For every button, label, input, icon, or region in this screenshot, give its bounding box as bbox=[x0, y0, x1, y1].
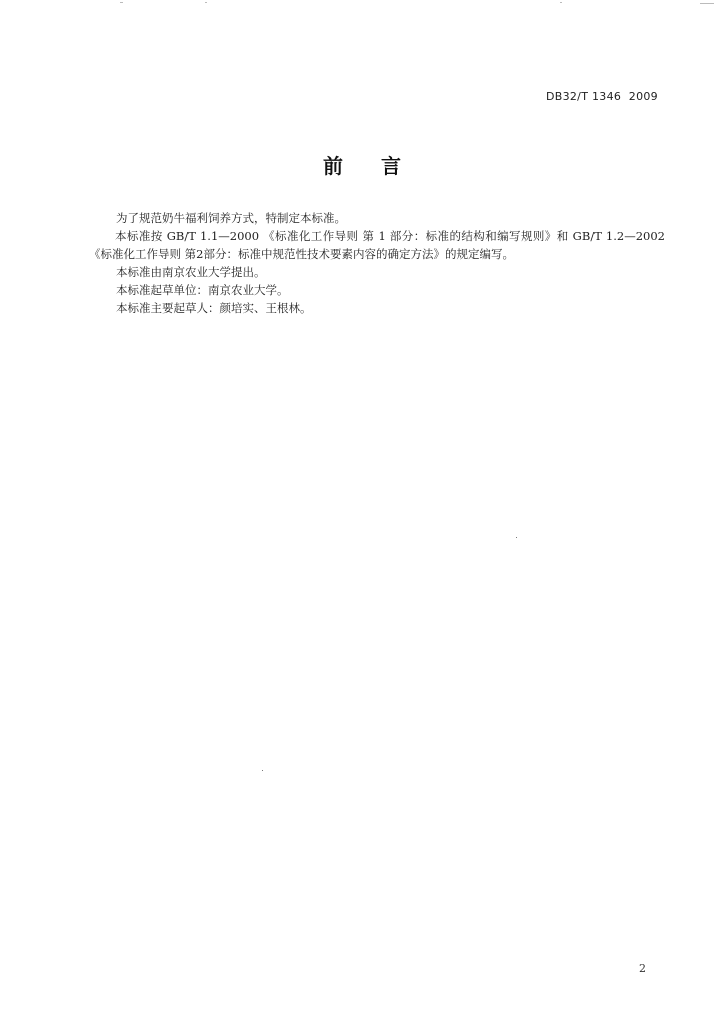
preface-paragraph: 本标准按 GB/T 1.1—2000 《标准化工作导则 第 1 部分：标准的结构和编写规则》和 GB/T 1.2—2002《标准化工作导则 第2部分：标准中规范性技术要素内容的确定方法》的规定编写。 bbox=[89, 229, 665, 261]
preface-paragraph: 本标准起草单位：南京农业大学。 bbox=[116, 283, 289, 297]
preface-paragraph: 本标准主要起草人：颜培实、王根林。 bbox=[116, 301, 312, 315]
scan-edge-mark bbox=[205, 2, 207, 3]
scan-edge-mark bbox=[700, 3, 714, 4]
page-title: 前言 bbox=[323, 154, 439, 178]
scan-speck bbox=[262, 770, 263, 771]
page-number: 2 bbox=[639, 962, 646, 975]
scan-speck bbox=[516, 537, 517, 538]
standard-code: DB32/T 1346 2009 bbox=[545, 90, 658, 103]
preface-paragraph: 为了规范奶牛福利饲养方式，特制定本标准。 bbox=[116, 211, 346, 225]
scan-edge-mark bbox=[120, 2, 123, 3]
preface-body bbox=[90, 209, 665, 317]
preface-paragraph: 本标准由南京农业大学提出。 bbox=[116, 265, 266, 279]
scan-edge-mark bbox=[560, 2, 562, 3]
